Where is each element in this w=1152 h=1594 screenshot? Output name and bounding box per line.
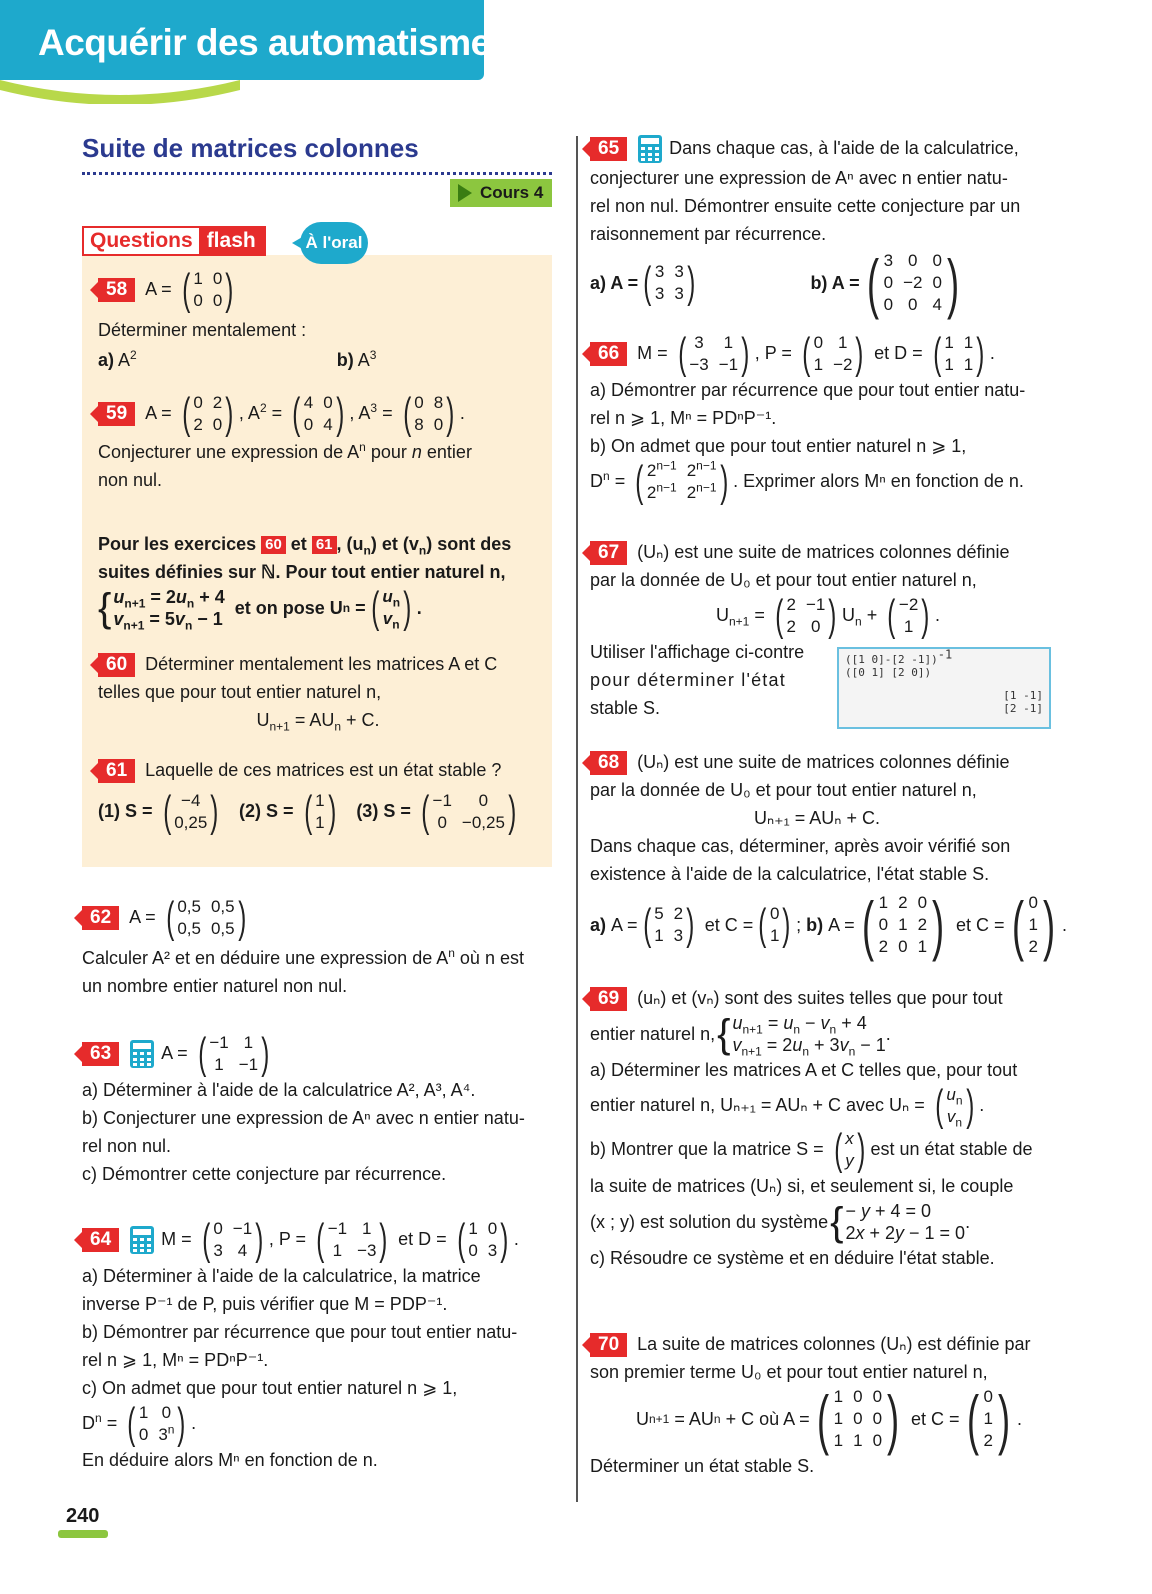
matrix: ( 1 0 0 0 ) — [181, 265, 234, 314]
instruction-line: pour déterminer l'état — [590, 670, 786, 690]
statement-line: suites définies sur ℕ. Pour tout entier naturel n, — [98, 562, 506, 582]
instruction: Déterminer mentalement les matrices A et C — [145, 654, 498, 674]
instruction-line: Utiliser l'affichage ci-contre — [590, 642, 805, 662]
matrix: ( $u_n$ $v_n$ ) — [935, 1081, 974, 1130]
part-a: a) Déterminer les matrices A et C telles que, pour tout — [590, 1060, 1018, 1080]
part-b-cont: est un état stable de — [870, 1138, 1033, 1159]
instruction-line: stable S. — [590, 698, 661, 718]
text-fragment: pour — [365, 442, 412, 462]
matrix: ( 1 0 0 3$^n$ ) — [127, 1399, 186, 1448]
text-fragment: ) et (v — [370, 534, 419, 554]
exercise-number: 63 — [82, 1042, 119, 1066]
part-b: b) A = — [810, 273, 860, 294]
flash-text: flash — [199, 228, 264, 254]
text-fragment: et on pose U — [234, 598, 343, 618]
matrix-label: A = — [145, 278, 172, 299]
formula: $U_{n+1} = AU_n + C$. — [256, 710, 380, 734]
header-swoosh — [0, 60, 240, 104]
matrix: ( −1 1 1 −1 ) — [197, 1029, 270, 1078]
exercise-ref-60[interactable]: 60 — [261, 536, 286, 554]
instruction: Conjecturer une expression de A — [98, 442, 360, 462]
instruction-line: son premier terme U₀ et pour tout entier naturel n, — [590, 1362, 988, 1382]
part-b-cont: . Exprimer alors Mⁿ en fonction de n. — [733, 470, 1024, 491]
matrix: ( 1 2 0 0 1 2 2 0 1 ) — [861, 888, 945, 962]
exercise-number: 65 — [590, 137, 627, 161]
text-fragment: où n est — [454, 948, 524, 968]
matrix: ( −4 0,25 ) — [162, 787, 219, 836]
header-title: Acquérir des automatismes — [38, 22, 511, 63]
exercise-70 — [590, 1330, 1052, 1480]
matrix: ( −2 1 ) — [887, 591, 930, 640]
exercise-68: 68 (Uₙ) est une suite de matrices colonnes définie par la donnée de U₀ et pour tout entier naturel n, Uₙ₊₁ = AUₙ + C. Dans chaque cas, déterminer, après avoir vérifié son existence à l'aide de la calculatrice, l'état stable S. a) A = ( 5 2 1 3 ) et C = ( 0 1 ) ; b) A = ( 1 2 0 0 1 2 2 0 1 ) et C = ( 0 1 2 ) . — [590, 752, 1068, 962]
matrix: ( 0 8 8 0 ) — [402, 389, 455, 438]
instruction-line: Déterminer un état stable S. — [590, 1456, 815, 1476]
common-statement: Pour les exercices 60 et 61 , $(u_n)$ et $(v_n)$ sont des suites définies sur ℕ. Pour tout entier naturel n, { $u_{n+1} = 2u_n + 4$ $v_{n+1} = 5v_n - 1$ et on pose U n = ( $u_n$ $v_n$ ) . — [98, 530, 538, 630]
instruction-line: existence à l'aide de la calculatrice, l'état stable S. — [590, 864, 990, 884]
part-a: a) — [98, 350, 115, 370]
part-b: b) Conjecturer une expression de Aⁿ avec n entier natu- — [82, 1108, 525, 1128]
formula: U n+1 = AU n + C où A = ( 1 0 0 1 0 0 1 1 0 ) et C = ( 0 1 2 ) . — [636, 1382, 1023, 1456]
matrix: ( x y ) — [833, 1125, 866, 1174]
part-a-cont: rel n ⩾ 1, Mⁿ = PDⁿP⁻¹. — [590, 408, 777, 428]
exercise-number: 66 — [590, 342, 627, 366]
part-a-cont: inverse P⁻¹ de P, puis vérifier que M = PDP⁻¹. — [82, 1294, 448, 1314]
option-3: (3) S = — [356, 800, 411, 821]
instruction: (uₙ) et (vₙ) sont des suites telles que pour tout — [637, 988, 1003, 1008]
part-a: a) Démontrer par récurrence que pour tout entier natu- — [590, 380, 1026, 400]
instruction-line: raisonnement par récurrence. — [590, 224, 827, 245]
matrix: ( $u_n$ $v_n$ ) — [370, 583, 412, 632]
matrix: ( −1 1 1 −3 ) — [316, 1215, 388, 1264]
instruction-line: un nombre entier naturel non nul. — [82, 976, 348, 996]
text-fragment: Pour les exercices — [98, 534, 262, 554]
instruction-line: par la donnée de U₀ et pour tout entier naturel n, — [590, 780, 977, 800]
matrix: ( 0 1 2 ) — [1011, 888, 1056, 962]
matrix: ( 5 2 1 3 ) — [642, 900, 695, 949]
part-b: b) Montrer que la matrice S = — [590, 1138, 824, 1159]
questions-text: Questions — [84, 228, 199, 254]
part-b-cont: rel non nul. — [82, 1136, 172, 1156]
page-number: 240 — [66, 1505, 100, 1527]
part-a: a) A = — [590, 273, 639, 294]
column-divider — [576, 136, 578, 1502]
exercise-61 — [98, 756, 538, 834]
part-b: b) On admet que pour tout entier naturel n ⩾ 1, — [590, 436, 967, 456]
calculator-icon — [637, 134, 663, 164]
matrix: ( 2 −1 2 0 ) — [775, 591, 837, 640]
exercise-63: 63 A = ( −1 1 1 −1 ) a) Déterminer à l'aide de la calculatrice A², A³, A⁴. b) Conjecturer une expression de Aⁿ avec n entier natu- rel non nul. c) Démontrer cette conjecture par récurrence. — [82, 1032, 552, 1188]
instruction-line: par la donnée de U₀ et pour tout entier naturel n, — [590, 570, 977, 590]
part-c: c) On admet que pour tout entier naturel n ⩾ 1, — [82, 1378, 458, 1398]
matrix: ( 0 1 1 −2 ) — [802, 329, 864, 378]
exercise-number: 59 — [98, 402, 135, 426]
calculator-icon — [129, 1225, 155, 1255]
matrix: ( 4 0 0 4 ) — [292, 389, 345, 438]
calculator-icon — [129, 1039, 155, 1069]
instruction-end: non nul. — [98, 470, 163, 490]
matrix: ( 3 3 3 3 ) — [643, 258, 696, 308]
exercise-number: 60 — [98, 653, 135, 677]
part-b-cont: la suite de matrices (Uₙ) si, et seulement si, le couple — [590, 1176, 1014, 1196]
calculator-screen: ([1 0]-[2 -1])$^{-1}$ ([0 1] [2 0]) [1 -1] [2 -1] — [837, 647, 1051, 729]
exercise-number: 61 — [98, 759, 135, 783]
exercise-58: 58 A = ( 1 0 0 0 ) Déterminer mentalement : a) $A^2$ b) $A^3$ — [98, 268, 538, 374]
exercise-number: 64 — [82, 1228, 119, 1252]
exercise-66: 66 M = ( 3 1 −3 −1 ) , P = ( 0 1 1 −2 ) et D = ( 1 1 1 1 ) . a) Démontrer par récurrence que pour tout entier natu- rel n ⩾ 1, Mⁿ = PDⁿP⁻¹. b) On admet que pour tout entier naturel n ⩾ 1, $D^n$ = ( $2^{n-1}$ $2^{n-1}$ $2^{n-1}$ $2^{n-1}$ ) . Exprimer alors Mⁿ en fonction de n. — [590, 332, 1052, 504]
cours-link[interactable]: Cours 4 — [450, 179, 552, 207]
option-2: (2) S = — [238, 800, 294, 821]
section-title: Suite de matrices colonnes — [82, 133, 419, 163]
part-d: En déduire alors Mⁿ en fonction de n. — [82, 1450, 378, 1470]
option-1: (1) S = — [98, 800, 153, 821]
matrix: ( 3 1 −3 −1 ) — [677, 329, 750, 378]
part-a: a) Déterminer à l'aide de la calculatrice A², A³, A⁴. — [82, 1080, 476, 1100]
instruction: (Uₙ) est une suite de matrices colonnes définie — [637, 752, 1010, 772]
instruction-line: entier naturel n, — [590, 1024, 716, 1044]
text-fragment: ) sont des — [426, 534, 512, 554]
section-rule — [82, 172, 552, 175]
text-fragment: , (u — [336, 534, 364, 554]
exercise-number: 58 — [98, 278, 135, 302]
matrix: ( 3 0 0 0 −2 0 0 0 4 ) — [866, 246, 959, 321]
matrix: ( 1 0 0 1 0 0 1 1 0 ) — [816, 1382, 900, 1456]
matrix: ( 0 −1 3 4 ) — [201, 1215, 264, 1264]
part-c: c) Démontrer cette conjecture par récurrence. — [82, 1164, 447, 1184]
matrix: ( $2^{n-1}$ $2^{n-1}$ $2^{n-1}$ $2^{n-1}$ ) — [635, 457, 728, 506]
part-a-cont: entier naturel n, Uₙ₊₁ = AUₙ + C avec Uₙ = — [590, 1094, 925, 1115]
formula: $U_{n+1}$ = ( 2 −1 2 0 ) $U_n$ + ( −2 1 ) . — [716, 591, 940, 640]
oral-badge: À l'oral — [300, 222, 368, 264]
instruction: Déterminer mentalement : — [98, 320, 307, 340]
part-a: a) Déterminer à l'aide de la calculatrice, la matrice — [82, 1266, 481, 1286]
matrix: ( 1 1 ) — [303, 787, 336, 836]
exercise-ref-61[interactable]: 61 — [312, 536, 337, 554]
exercise-59: 59 A = ( 0 2 2 0 ) , $A^2$ = ( 4 0 0 4 ) , $A^3$ = ( 0 8 8 0 ) . Conjecturer une expression de $A^n$ pour n entier non nul. — [98, 392, 538, 494]
exercise-number: 67 — [590, 541, 627, 565]
matrix: ( 1 1 1 1 ) — [932, 329, 985, 378]
instruction-line: Dans chaque cas, déterminer, après avoir vérifié son — [590, 836, 1011, 856]
instruction: Dans chaque cas, à l'aide de la calculatrice, — [669, 138, 1019, 158]
instruction: (Uₙ) est une suite de matrices colonnes définie — [637, 542, 1010, 562]
instruction: Laquelle de ces matrices est un état stable ? — [145, 760, 502, 780]
part-b-cont: rel n ⩾ 1, Mⁿ = PDⁿP⁻¹. — [82, 1350, 269, 1370]
matrix: ( −1 0 0 −0,25 ) — [421, 787, 517, 836]
part-b: b) Démontrer par récurrence que pour tout entier natu- — [82, 1322, 518, 1342]
exercise-number: 68 — [590, 751, 627, 775]
page-bar — [58, 1530, 108, 1538]
instruction: Calculer A² et en déduire une expression de A — [82, 948, 449, 968]
matrix: ( 0,5 0,5 0,5 0,5 ) — [165, 893, 246, 942]
exercise-64: 64 M = ( 0 −1 3 4 ) , P = ( −1 1 1 −3 ) et D = ( 1 0 0 3 ) . a) Déterminer à l'aide de la calculatrice, la matrice inverse P⁻¹ de P, puis vérifier que M = PDP⁻¹. b) Démontrer par récurrence que pour tout entier natu- rel n ⩾ 1, Mⁿ = PDⁿP⁻¹. c) On admet que pour tout entier naturel n ⩾ 1, $D^n$ = ( 1 0 0 3$^n$ ) . En déduire alors Mⁿ en fonction de n. — [82, 1218, 552, 1474]
exercise-number: 62 — [82, 906, 119, 930]
instruction-line: conjecturer une expression de Aⁿ avec n entier natu- — [590, 168, 1008, 189]
text-fragment: et — [285, 534, 312, 554]
matrix: ( 1 0 0 3 ) — [456, 1215, 509, 1264]
exercise-number: 69 — [590, 987, 627, 1011]
part-b-cont: (x ; y) est solution du système — [590, 1212, 829, 1232]
matrix: ( 0 1 2 ) — [966, 1382, 1011, 1456]
instruction-line: rel non nul. Démontrer ensuite cette conjecture par un — [590, 196, 1021, 217]
questions-flash-label — [82, 226, 266, 256]
exercise-60 — [98, 650, 538, 734]
text-fragment: entier — [421, 442, 472, 462]
matrix: ( 0 1 ) — [758, 900, 791, 949]
exercise-62: 62 A = ( 0,5 0,5 0,5 0,5 ) Calculer A² et en déduire une expression de $A^n$ où n est un nombre entier naturel non nul. — [82, 896, 552, 1000]
instruction: La suite de matrices colonnes (Uₙ) est définie par — [637, 1334, 1031, 1354]
exercise-number: 70 — [590, 1333, 627, 1357]
exercise-65 — [590, 134, 1052, 321]
instruction-line: telles que pour tout entier naturel n, — [98, 682, 382, 702]
exercise-69: 69 (uₙ) et (vₙ) sont des suites telles que pour tout entier naturel n, { $u_{n+1} = u_n - v_n + 4$ $v_{n+1} = 2u_n + 3v_n - 1$ . a) Déterminer les matrices A et C telles que, pour tout entier naturel n, Uₙ₊₁ = AUₙ + C avec Uₙ = ( $u_n$ $v_n$ ) . b) Montrer que la matrice S = ( x y ) est un état stable de la suite de matrices (Uₙ) si, et seulement si, le couple (x ; y) est solution du système { − y + 4 = 0 2x + 2y − 1 = 0 . c) Résoudre ce système et en déduire l'état stable. — [590, 984, 1052, 1272]
part-c: c) Résoudre ce système et en déduire l'état stable. — [590, 1248, 995, 1268]
formula: Uₙ₊₁ = AUₙ + C. — [754, 808, 880, 828]
matrix: ( 0 2 2 0 ) — [181, 389, 234, 438]
